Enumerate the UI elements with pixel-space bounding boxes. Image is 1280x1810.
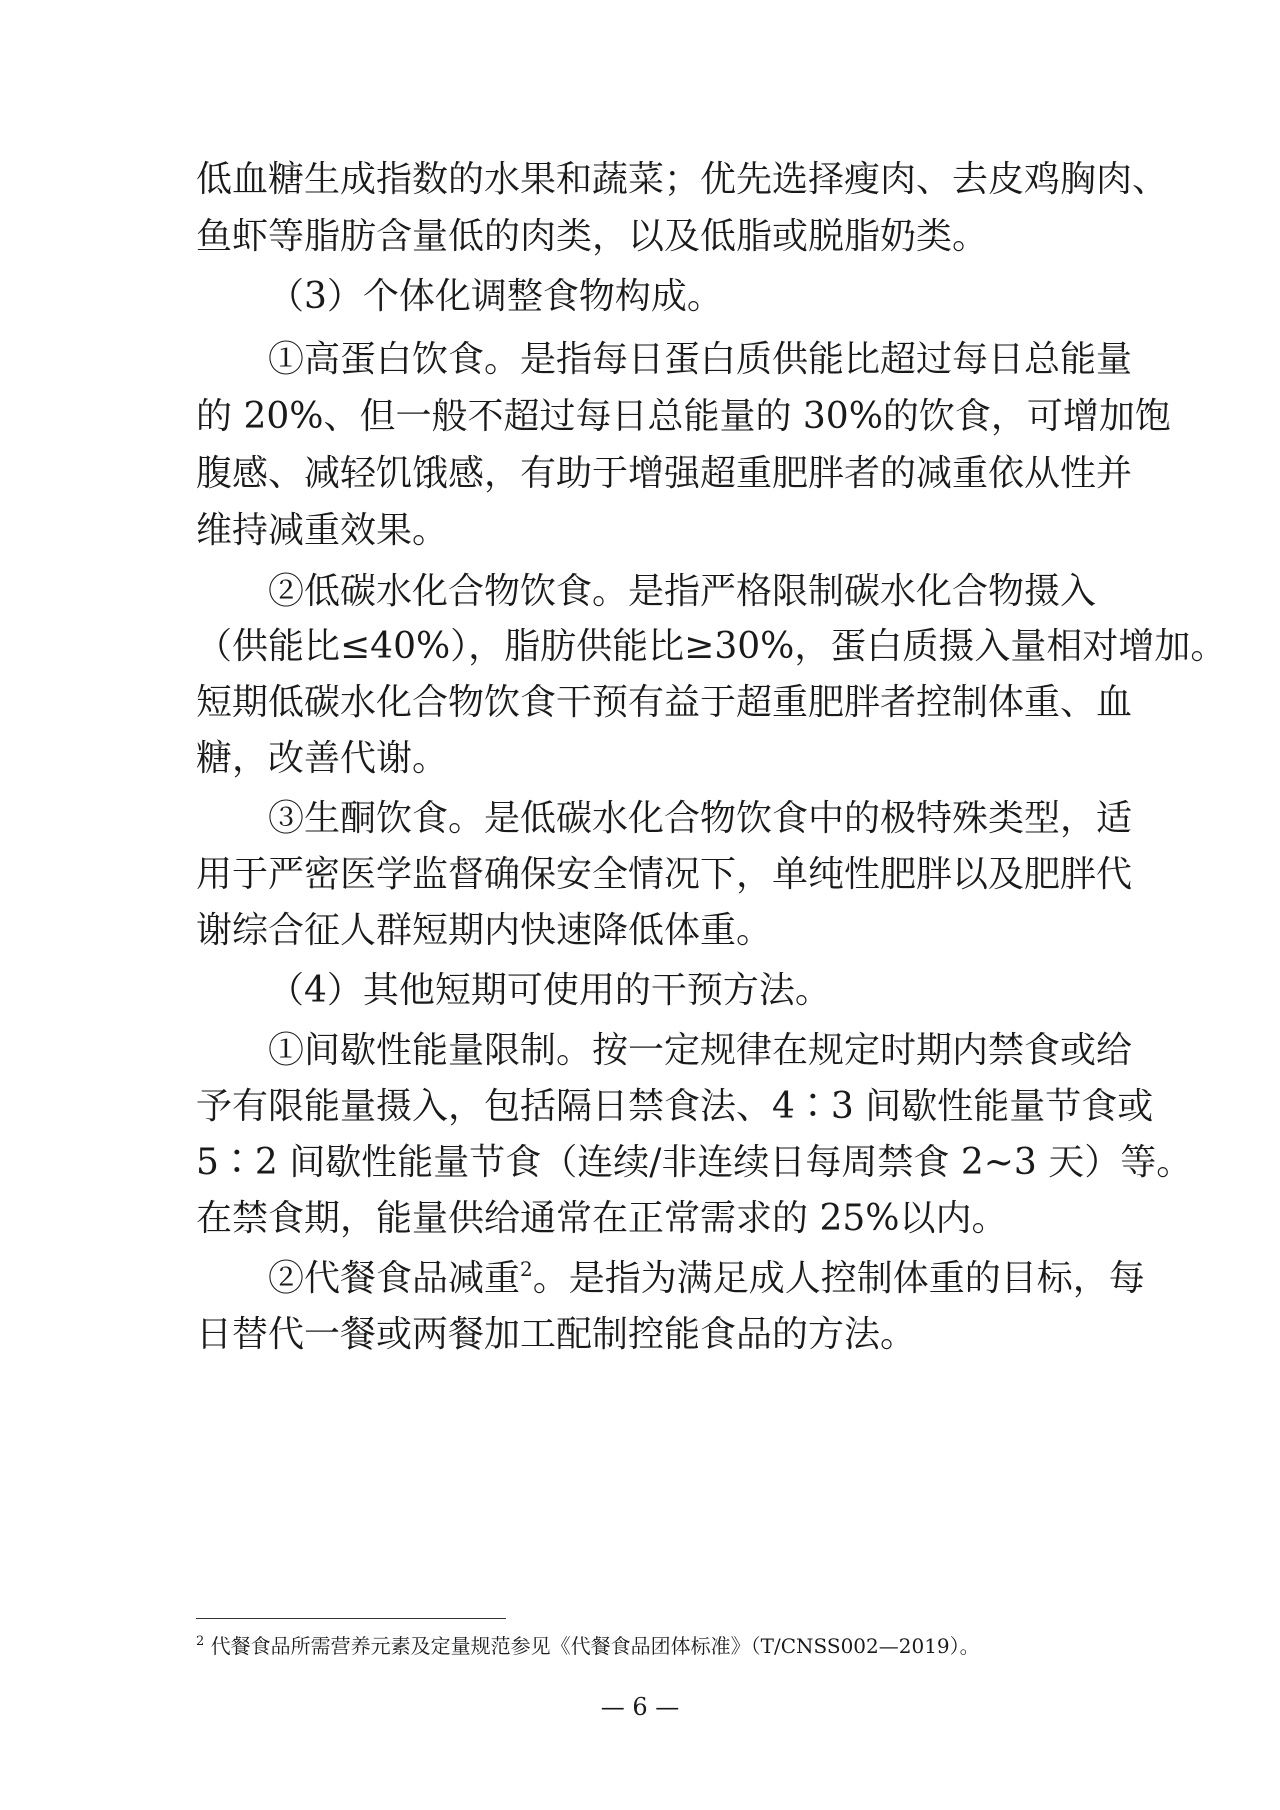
footnote: [196, 1632, 1086, 1660]
section-heading-4: （4）其他短期可使用的干预方法。: [268, 970, 831, 1011]
body-line-13: 用于严密医学监督确保安全情况下，单纯性肥胖以及肥胖代: [196, 854, 1133, 895]
footnote-divider: [196, 1618, 506, 1619]
footnote-marker: 2: [196, 1634, 205, 1649]
body-line-5: 的 20%、但一般不超过每日总能量的 30%的饮食，可增加饱: [196, 396, 1171, 437]
body-line-21: 日替代一餐或两餐加工配制控能食品的方法。: [196, 1314, 917, 1355]
body-line-2: 鱼虾等脂肪含量低的肉类，以及低脂或脱脂奶类。: [196, 216, 989, 257]
body-line-17: 予有限能量摄入，包括隔日禁食法、4∶3 间歇性能量节食或: [196, 1086, 1154, 1127]
body-line-20-head: ②代餐食品减重: [268, 1258, 521, 1299]
body-line-20: [268, 1252, 1145, 1306]
body-line-10: 短期低碳水化合物饮食干预有益于超重肥胖者控制体重、血: [196, 682, 1133, 723]
body-line-12: ③生酮饮食。是低碳水化合物饮食中的极特殊类型，适: [268, 798, 1133, 839]
body-line-8: ②低碳水化合物饮食。是指严格限制碳水化合物摄入: [268, 571, 1097, 612]
body-line-16: ①间歇性能量限制。按一定规律在规定时期内禁食或给: [268, 1030, 1133, 1071]
section-heading-3: （3）个体化调整食物构成。: [268, 276, 723, 317]
body-line-9: （供能比≤40%），脂肪供能比≥30%，蛋白质摄入量相对增加。: [196, 626, 1227, 667]
body-line-20-tail: 。是指为满足成人控制体重的目标，每: [532, 1258, 1145, 1299]
footnote-reference[interactable]: 2: [520, 1257, 533, 1281]
body-line-7: 维持减重效果。: [196, 510, 449, 551]
body-line-19: 在禁食期，能量供给通常在正常需求的 25%以内。: [196, 1198, 1008, 1239]
body-line-6: 腹感、减轻饥饿感，有助于增强超重肥胖者的减重依从性并: [196, 453, 1133, 494]
body-line-11: 糖，改善代谢。: [196, 738, 449, 779]
body-line-4: ①高蛋白饮食。是指每日蛋白质供能比超过每日总能量: [268, 339, 1133, 380]
footnote-text: 代餐食品所需营养元素及定量规范参见《代餐食品团体标准》（T/CNSS002—2019）。: [210, 1634, 980, 1658]
body-line-18: 5∶2 间歇性能量节食（连续/非连续日每周禁食 2~3 天）等。: [196, 1142, 1193, 1183]
page-number: — 6 —: [600, 1693, 680, 1721]
body-line-1: 低血糖生成指数的水果和蔬菜；优先选择瘦肉、去皮鸡胸肉、: [196, 159, 1169, 200]
body-line-14: 谢综合征人群短期内快速降低体重。: [196, 910, 773, 951]
